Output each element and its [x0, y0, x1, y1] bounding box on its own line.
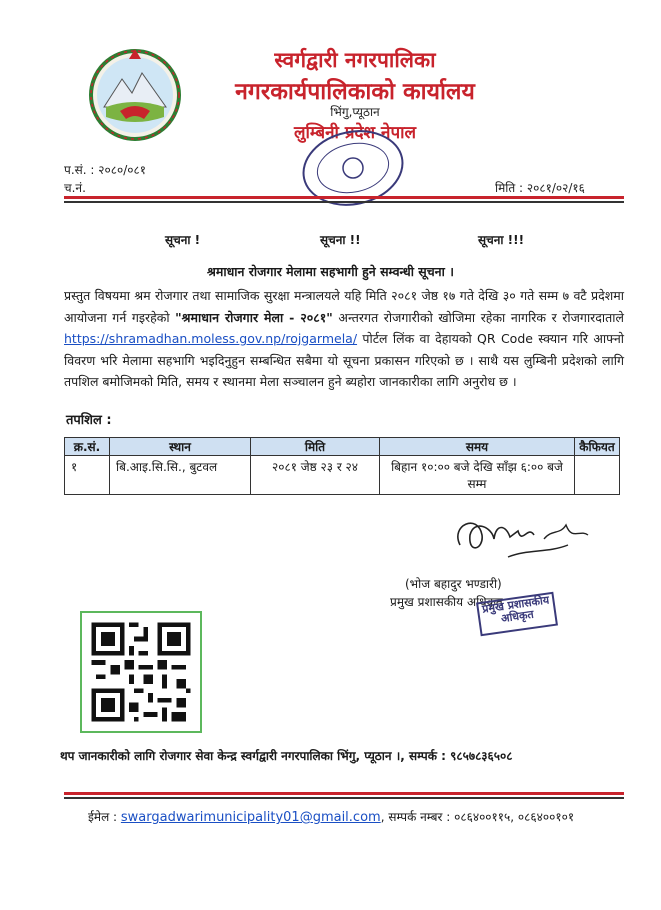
contact-info: थप जानकारीको लागि रोजगार सेवा केन्द्र स्वर्गद्वारी नगरपालिका भिंगु, प्यूठान ।, सम्पर्क : ९८५७८३६५०८: [60, 749, 513, 763]
column-header-date: मिति: [251, 438, 380, 456]
schedule-label: तपशिल :: [66, 413, 112, 428]
nepal-emblem: [86, 45, 184, 143]
reference-number: प.सं. : २०८०/०८१: [64, 163, 146, 177]
province-name: लुम्बिनी प्रदेश नेपाल: [293, 123, 417, 143]
body-text-part2: अन्तरगत रोजगारीको खोजिमा रहेका नागरिक र रोजगारदाताले: [332, 309, 625, 325]
notice-label-2: सूचना !!: [320, 233, 361, 247]
schedule-table: [64, 437, 620, 495]
email-link[interactable]: swargadwarimunicipality01@gmail.com: [120, 810, 381, 825]
notice-body: [64, 285, 624, 393]
email-label: ईमेल :: [88, 810, 121, 824]
signatory-title: प्रमुख प्रशासकीय अधिकृत: [390, 595, 503, 609]
body-text-part1: प्रस्तुत विषयमा श्रम रोजगार तथा सामाजिक सुरक्षा मन्त्रालयले यहि मिति २०८१ जेष्ठ १७ गते देखि ३० गते सम्म ७ वटै प्रदेशमा आयोजना गर्न गइरहेको: [64, 288, 624, 325]
designation-stamp: प्रमुख प्रशासकीय अधिकृत: [476, 592, 558, 637]
body-text-part3: पोर्टल लिंक वा देहायको QR Code स्क्यान गरि आफ्नो विवरण भरि मेलामा सहभागि भइदिनुहुन सम्बन्धित सबैमा यो सूचना प्रकासन गरिएको छ । साथै यस लुम्बिनी प्रदेशको लागि तपशिल बमोजिमको मिति, समय र स्थानमा मेला सञ्चालन हुने ब्यहोरा जानकारीका लागि अनुरोध छ ।: [64, 331, 624, 389]
notice-label-3: सूचना !!!: [478, 233, 525, 247]
cell-time: बिहान १०:०० बजे देखि साँझ ६:०० बजे सम्म: [380, 456, 575, 495]
office-name: नगरकार्यपालिकाको कार्यालय: [235, 79, 475, 105]
notice-subject: श्रमाधान रोजगार मेलामा सहभागी हुने सम्वन्धी सूचना ।: [207, 264, 454, 279]
footer-contact: [88, 808, 574, 825]
handwritten-signature: [448, 505, 598, 575]
registration-link[interactable]: https://shramadhan.moless.gov.np/rojgarmela/: [64, 331, 358, 346]
header-rule-red: [64, 196, 624, 199]
column-header-venue: स्थान: [110, 438, 251, 456]
column-header-time: समय: [380, 438, 575, 456]
cell-remarks: [575, 456, 620, 495]
document-date: मिति : २०८१/०२/१६: [495, 181, 585, 195]
footer-rule-red: [64, 792, 624, 795]
office-address: भिंगु,प्यूठान: [330, 105, 380, 119]
footer-rule-dark: [64, 797, 624, 799]
signatory-name: (भोज बहादुर भण्डारी): [405, 577, 502, 591]
table-row: [65, 456, 620, 495]
registration-qr-code[interactable]: [80, 611, 202, 733]
phone-numbers: , सम्पर्क नम्बर : ०८६४००११५, ०८६४००१०१: [380, 810, 575, 824]
column-header-serial: क्र.सं.: [65, 438, 110, 456]
cell-venue: बि.आइ.सि.सि., बुटवल: [110, 456, 251, 495]
event-name: "श्रमाधान रोजगार मेला - २०८१": [175, 309, 333, 325]
header-rule-dark: [64, 201, 624, 203]
municipality-name: स्वर्गद्वारी नगरपालिका: [274, 48, 436, 72]
notice-label-1: सूचना !: [165, 233, 201, 247]
dispatch-number: च.नं.: [64, 181, 86, 195]
cell-date: २०८१ जेष्ठ २३ र २४: [251, 456, 380, 495]
column-header-remarks: कैफियत: [575, 438, 620, 456]
cell-serial: १: [65, 456, 110, 495]
